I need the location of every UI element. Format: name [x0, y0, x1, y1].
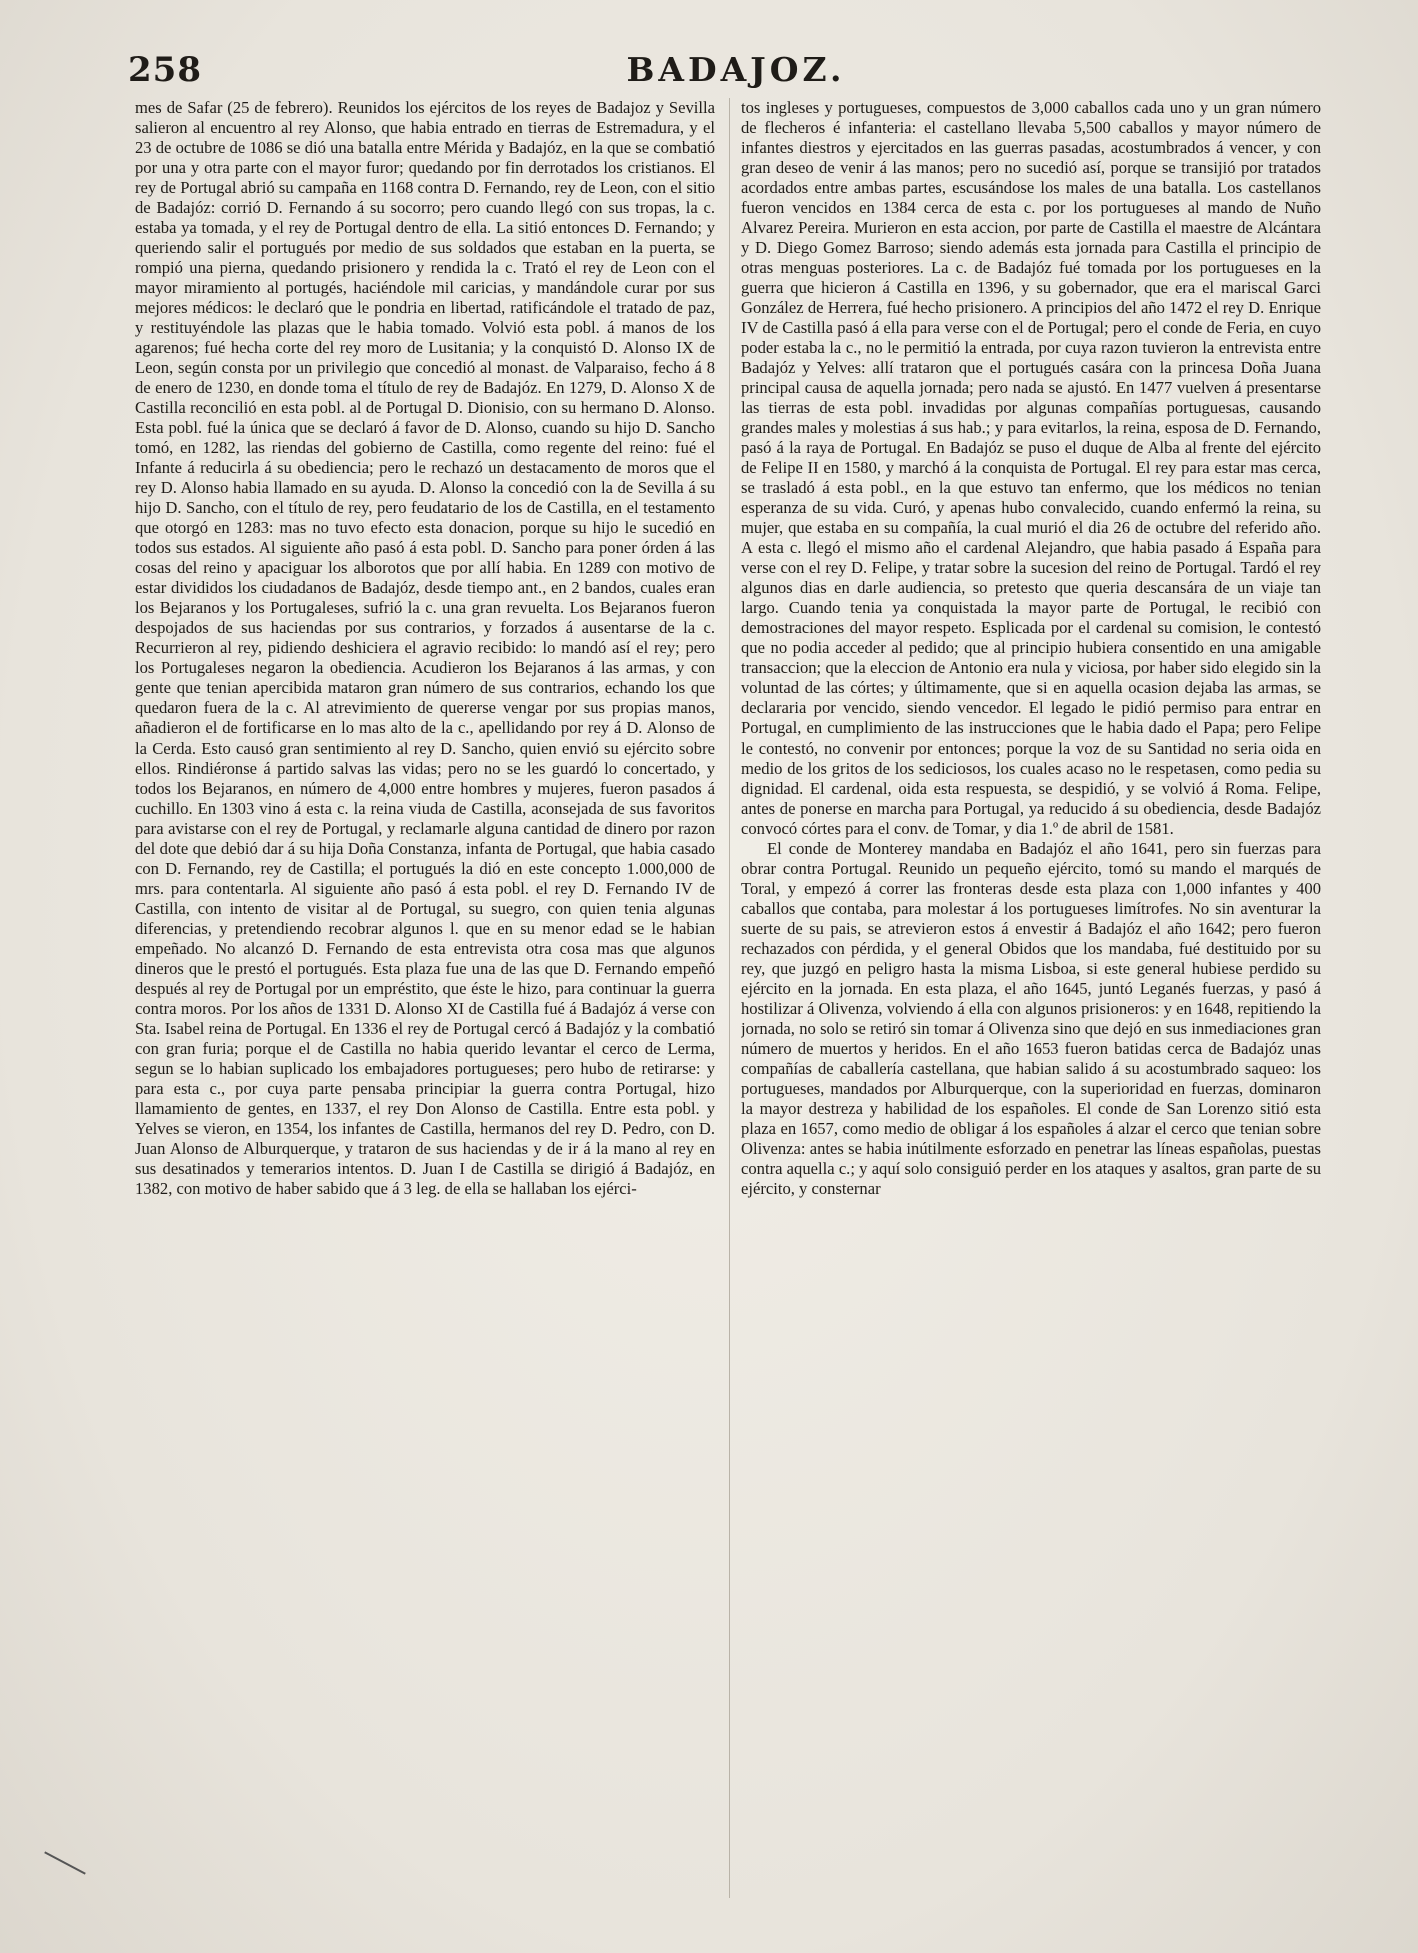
page-header — [128, 50, 1344, 94]
running-head: BADAJOZ. — [626, 50, 846, 89]
left-column — [135, 98, 715, 1918]
right-paragraph-1: tos ingleses y portugueses, compuestos de 3,000 caballos cada uno y un gran número de flecheros é infanteria: el castellano llevaba 5,500 caballos y mayor número de infantes diestros y ejercitados en las guerras pasadas, acostumbrados á vencer, y con gran deseo de venir á las manos; pero no sucedió así, porque se transijió por tratados acordados entre ambas partes, escusándose los males de una batalla. Los castellanos fueron vencidos en 1384 cerca de esta c. por los portugueses al mando de Nuño Alvarez Pereira. Murieron en esta accion, por parte de Castilla el maestre de Alcántara y D. Diego Gomez Barroso; siendo además esta jornada para Castilla el principio de otras menguas posteriores. La c. de Badajóz fué tomada por los portugueses en la guerra que hicieron á Castilla en 1396, y su gobernador, que era el mariscal Garci González de Herrera, fué hecho prisionero. A principios del año 1472 el rey D. Enrique IV de Castilla pasó á ella para verse con el de Portugal; pero el conde de Feria, en cuyo poder estaba la c., no le permitió la entrada, por cuya razon tuvieron la entrevista entre Badajóz y Yelves: allí trataron que el portugués casára con la princesa Doña Juana principal causa de aquella jornada; pero nada se ajustó. En 1477 vuelven á presentarse las tierras de esta pobl. invadidas por algunas compañías portuguesas, causando grandes males y molestias á sus hab.; y para evitarlos, la reina, esposa de D. Fernando, pasó á la raya de Portugal. En Badajóz se puso el duque de Alba al frente del ejército de Felipe II en 1580, y marchó á la conquista de Portugal. El rey para estar mas cerca, se trasladó á esta pobl., en la que estuvo tan enfermo, que los médicos no tenian esperanza de su vida. Curó, y apenas hubo convalecido, cuando enfermó la reina, su mujer, que estaba en su compañía, la cual murió el dia 26 de octubre del referido año. A esta c. llegó el mismo año el cardenal Alejandro, que habia pasado á España para verse con el rey D. Felipe, y tratar sobre la sucesion del reino de Portugal. Tardó el rey algunos dias en darle audiencia, so pretesto que queria descansára de un viaje tan largo. Cuando tenia ya conquistada la mayor parte de Portugal, le recibió con demostraciones del mayor respeto. Esplicada por el cardenal su comision, le contestó que no podia acceder al pedido; que al principio hubiera consentido en una amigable transaccion; que la eleccion de Antonio era nula y viciosa, por haber sido elegido sin la voluntad de las córtes; y últimamente, que si en aquella ocasion dejaba las armas, se declararia por vencido, siendo vencedor. El legado le pidió permiso para entrar en Portugal, en cumplimiento de las instrucciones que le habia dado el Papa; pero Felipe le contestó, no convenir por entonces; porque la voz de su Santidad no seria oida en medio de los gritos de los sediciosos, los cuales acaso no le respetasen, como pedia su dignidad. El cardenal, oida esta respuesta, se despidió, y se volvió á Roma. Felipe, antes de ponerse en marcha para Portugal, ya reducido á su obediencia, desde Badajóz convocó córtes para el conv. de Tomar, y dia 1.º de abril de 1581. — [741, 98, 1321, 838]
column-rule — [729, 98, 730, 1898]
right-paragraph-2: El conde de Monterey mandaba en Badajóz el año 1641, pero sin fuerzas para obrar contra Portugal. Reunido un pequeño ejército, tomó su mando el marqués de Toral, y empezó á correr las fronteras desde esta plaza con 1,000 infantes y 400 caballos que contaba, para molestar á los portugueses limítrofes. No sin aventurar la suerte de su pais, se atrevieron estos á envestir á Badajóz el año 1642; pero fueron rechazados con pérdida, y el general Obidos que los mandaba, fué destituido por su rey, que juzgó en peligro hasta la misma Lisboa, si este general hubiese perdido su ejército en la jornada. En esta plaza, el año 1645, juntó Leganés fuerzas, y pasó á hostilizar á Olivenza, volviendo á ella con algunos prisioneros: y en 1648, repitiendo la jornada, no solo se retiró sin tomar á Olivenza sino que dejó en sus inmediaciones gran número de muertos y heridos. En el año 1653 fueron batidas cerca de Badajóz unas compañías de caballería castellana, que habian salido á su acostumbrado saqueo: los portugueses, mandados por Alburquerque, con la superioridad en fuerzas, dominaron la mayor destreza y habilidad de los españoles. El conde de San Lorenzo sitió esta plaza en 1657, como medio de obligar á los españoles á alzar el cerco que tenian sobre Olivenza: antes se habia inútilmente esforzado en penetrar las líneas españolas, puestas contra aquella c.; y aquí solo consiguió perder en los ataques y asaltos, gran parte de su ejército, y consternar — [741, 838, 1321, 1198]
page-number: 258 — [128, 50, 202, 90]
right-column — [741, 98, 1321, 1918]
left-paragraph-1: mes de Safar (25 de febrero). Reunidos los ejércitos de los reyes de Badajoz y Sevilla salieron al encuentro al rey Alonso, que habia entrado en tierras de Estremadura, y el 23 de octubre de 1086 se dió una batalla entre Mérida y Badajóz, en la que se combatió por una y otra parte con el mayor furor; quedando por fin derrotados los cristianos. El rey de Portugal abrió su campaña en 1168 contra D. Fernando, rey de Leon, con el sitio de Badajóz: corrió D. Fernando á su socorro; pero cuando llegó con sus tropas, la c. estaba ya tomada, y el rey de Portugal dentro de ella. La sitió entonces D. Fernando; y queriendo salir el portugués por medio de sus soldados que estaban en la puerta, se rompió una pierna, quedando prisionero y rendida la c. Trató el rey de Leon con el mayor miramiento al portugés, haciéndole mil caricias, y mandándole curar por sus mejores médicos: le declaró que le pondria en libertad, ratificándole el tratado de paz, y restituyéndole las plazas que le habia tomado. Volvió esta pobl. á manos de los agarenos; fué hecha corte del rey moro de Lusitania; y la conquistó D. Alonso IX de Leon, según consta por un privilegio que concedió al monast. de Valparaiso, fecho á 8 de enero de 1230, en donde toma el título de rey de Badajóz. En 1279, D. Alonso X de Castilla reconcilió en esta pobl. al de Portugal D. Dionisio, con su hermano D. Alonso. Esta pobl. fué la única que se declaró á favor de D. Alonso, cuando su hijo D. Sancho tomó, en 1282, las riendas del gobierno de Castilla, como regente del reino: fué el Infante á reducirla á su obediencia; pero le rechazó un destacamento de moros que el rey D. Alonso habia llamado en su ayuda. D. Alonso la concedió con la de Sevilla á su hijo D. Sancho, con el título de rey, pero feudatario de los de Castilla, en el testamento que otorgó en 1283: mas no tuvo efecto esta donacion, porque su hijo le sucedió en todos sus estados. Al siguiente año pasó á esta pobl. D. Sancho para poner órden á las cosas del reino y apaciguar los alborotos que por allí habia. En 1289 con motivo de estar divididos los ciudadanos de Badajóz, desde tiempo ant., en 2 bandos, cuales eran los Bejaranos y los Portugaleses, sufrió la c. una gran revuelta. Los Bejaranos fueron despojados de sus haciendas por sus contrarios, y forzados á ausentarse de la c. Recurrieron al rey, pidiendo deshiciera el agravio recibido: lo mandó así el rey; pero los Portugaleses negaron la obediencia. Acudieron los Bejaranos á las armas, y con gente que tenian apercibida mataron gran número de sus contrarios, echando los que quedaron fuera de la c. Al atrevimiento de quererse vengar por sus propias manos, añadieron el de fortificarse en lo mas alto de la c., apellidando por rey á D. Alonso de la Cerda. Esto causó gran sentimiento al rey D. Sancho, quien envió su ejército sobre ellos. Rindiéronse á partido salvas las vidas; pero no se les guardó lo concertado, y todos los Bejaranos, en número de 4,000 entre hombres y mujeres, fueron pasados á cuchillo. En 1303 vino á esta c. la reina viuda de Castilla, aconsejada de sus favoritos para avistarse con el rey de Portugal, y reclamarle alguna cantidad de dinero por razon del dote que debió dar á su hija Doña Constanza, infanta de Portugal, que habia casado con D. Fernando, rey de Castilla; el portugués la dió en este concepto 1.000,000 de mrs. para contentarla. Al siguiente año pasó á esta pobl. el rey D. Fernando IV de Castilla, con intento de visitar al de Portugal, su suegro, con quien tenia algunas diferencias, y pretendiendo recobrar algunos l. que en su menor edad se le habian empeñado. No alcanzó D. Fernando de esta entrevista otra cosa mas que algunos dineros que le prestó el portugués. Esta plaza fue una de las que D. Fernando empeñó después al rey de Portugal por un empréstito, que éste le hizo, para continuar la guerra contra moros. Por los años de 1331 D. Alonso XI de Castilla fué á Badajóz á verse con Sta. Isabel reina de Portugal. En 1336 el rey de Portugal cercó á Badajóz y la combatió con gran furia; porque el de Castilla no habia querido levantar el cerco de Lerma, segun se lo habian suplicado los embajadores portugueses; pero hubo de retirarse: y para esta c., por cuya parte pensaba principiar la guerra contra Portugal, hizo llamamiento de gentes, en 1337, el rey Don Alonso de Castilla. Entre esta pobl. y Yelves se vieron, en 1354, los infantes de Castilla, hermanos del rey D. Pedro, con D. Juan Alonso de Alburquerque, y trataron de sus haciendas y de ir á la mano al rey en sus desatinados y temerarios intentos. D. Juan I de Castilla se dirigió á Badajóz, en 1382, con motivo de haber sabido que á 3 leg. de ella se hallaban los ejérci- — [135, 98, 715, 1198]
ink-mark — [44, 1851, 86, 1874]
